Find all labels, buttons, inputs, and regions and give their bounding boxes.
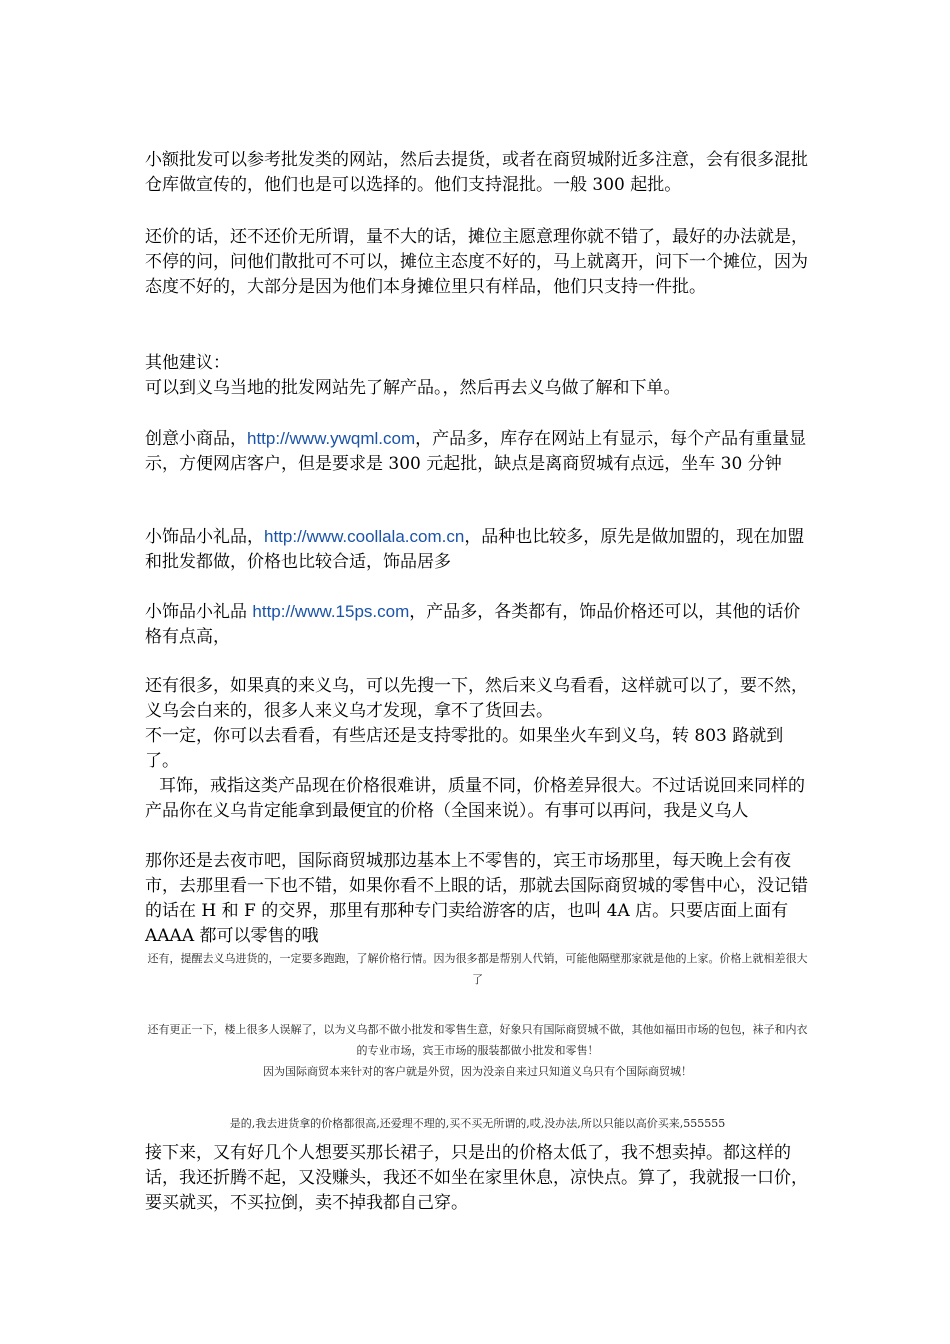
paragraph-wholesale-tips: 小额批发可以参考批发类的网站，然后去提货，或者在商贸城附近多注意，会有很多混批仓库做宣传的，他们也是可以选择的。他们支持混批。一般 300 起批。 bbox=[145, 150, 808, 195]
coollala-prefix: 小饰品小礼品， bbox=[145, 527, 264, 547]
15ps-link[interactable]: http://www.15ps.com bbox=[252, 602, 410, 621]
ywqml-prefix: 创意小商品， bbox=[145, 429, 247, 449]
paragraph-earrings: 耳饰，戒指这类产品现在价格很难讲，质量不同，价格差异很大。不过话说回来同样的产品你在义乌肯定能拿到最便宜的价格（全国来说）。有事可以再问，我是义乌人 bbox=[145, 776, 805, 821]
paragraph-night-market: 那你还是去夜市吧，国际商贸城那边基本上不零售的，宾王市场那里，每天晚上会有夜市，去那里看一下也不错，如果你看不上眼的话，那就去国际商贸城的零售中心，没记错的话在 H 和 F 的交界，那里有那种专门卖给游客的店，也叫 4A 店。只要店面上面有 AAAA 都可以零售的哦 bbox=[145, 851, 808, 946]
coollala-suffix: ，品种也比较多，原先是做加盟的，现在加盟和批发都做，价格也比较合适，饰品居多 bbox=[145, 527, 805, 572]
paragraph-ywqml bbox=[145, 426, 810, 477]
paragraph-retail-bus: 不一定，你可以去看看，有些店还是支持零批的。如果坐火车到义乌，转 803 路就到了。 bbox=[145, 726, 784, 771]
paragraph-coollala bbox=[145, 524, 810, 575]
ywqml-link[interactable]: http://www.ywqml.com bbox=[247, 429, 416, 448]
small-paragraph-high-price: 是的,我去进货拿的价格都很高,还爱理不理的,买不买无所谓的,哎,没办法,所以只能以高价买来,555555 bbox=[229, 1117, 726, 1130]
ywqml-suffix: ，产品多，库存在网站上有显示，每个产品有重量显示，方便网店客户，但是要求是 300 元起批，缺点是离商贸城有点远，坐车 30 分钟 bbox=[145, 429, 807, 474]
paragraph-long-skirt: 接下来，又有好几个人想要买那长裙子，只是出的价格太低了，我不想卖掉。都这样的话，我还折腾不起，又没赚头，我还不如坐在家里休息，凉快点。算了，我就报一口价，要买就买，不买拉倒，卖不掉我都自己穿。 bbox=[145, 1143, 808, 1213]
paragraph-other-suggestions: 可以到义乌当地的批发网站先了解产品。，然后再去义乌做了解和下单。 bbox=[145, 378, 681, 398]
paragraph-bargaining: 还价的话，还不还价无所谓，量不大的话，摊位主愿意理你就不错了，最好的办法就是，不停的问，问他们散批可不可以，摊位主态度不好的，马上就离开，问下一个摊位，因为态度不好的，大部分是因为他们本身摊位里只有样品，他们只支持一件批。 bbox=[145, 227, 808, 297]
15ps-suffix: ，产品多，各类都有，饰品价格还可以，其他的话价格有点高， bbox=[145, 602, 801, 647]
coollala-link[interactable]: http://www.coollala.com.cn bbox=[264, 527, 465, 546]
small-paragraph-reminder: 还有，提醒去义乌进货的，一定要多跑跑，了解价格行情。因为很多都是帮别人代销，可能他隔壁那家就是他的上家。价格上就相差很大了 bbox=[147, 952, 808, 986]
small-paragraph-correction: 还有更正一下，楼上很多人误解了，以为义乌都不做小批发和零售生意，好象只有国际商贸城不做，其他如福田市场的包包，袜子和内衣的专业市场，宾王市场的服装都做小批发和零售！ bbox=[147, 1023, 808, 1057]
15ps-prefix: 小饰品小礼品 bbox=[145, 602, 253, 622]
paragraph-other-suggestions-title: 其他建议： bbox=[145, 353, 230, 373]
paragraph-15ps bbox=[145, 599, 810, 650]
paragraph-come-to-yiwu: 还有很多，如果真的来义乌，可以先搜一下，然后来义乌看看，这样就可以了，要不然，义乌会白来的，很多人来义乌才发现，拿不了货回去。 bbox=[145, 676, 808, 721]
small-paragraph-foreign-trade: 因为国际商贸本来针对的客户就是外贸，因为没亲自来过只知道义乌只有个国际商贸城！ bbox=[263, 1065, 692, 1078]
